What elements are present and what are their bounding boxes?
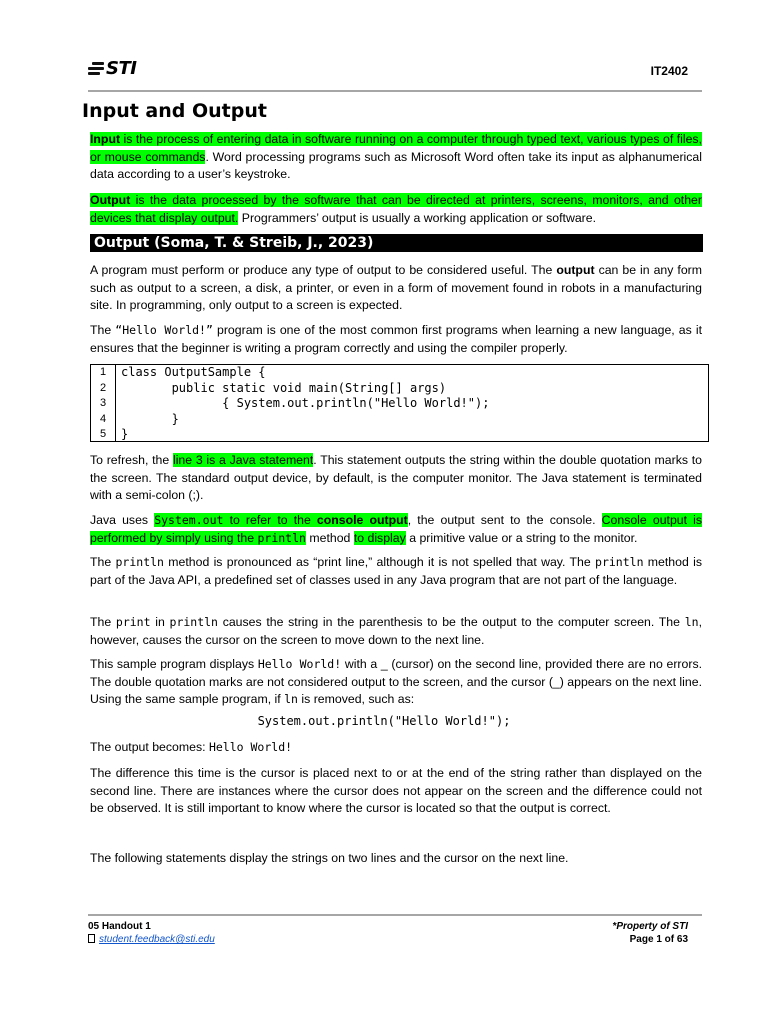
difference-paragraph: [90, 765, 702, 818]
line-number: 5: [99, 428, 107, 440]
text-span: , however, causes the cursor on the screen to move down to the next line.: [90, 615, 702, 647]
sti-logo: [88, 58, 136, 79]
following-statements-paragraph: [90, 850, 702, 868]
text-span: . This statement outputs the string within the double quotation marks to the screen. The standard output device, by default, is the computer monitor. The Java statement is terminated with a semi-colon (;).: [90, 453, 702, 502]
inline-code: println: [115, 555, 164, 569]
output-becomes-paragraph: [90, 739, 702, 757]
feedback-email-link[interactable]: student.feedback@sti.edu: [99, 934, 215, 945]
centered-code-line: System.out.println("Hello World!");: [257, 714, 511, 728]
output-intro-paragraph: [90, 262, 702, 315]
text-span: can be in any form such as output to a screen, a disk, a printer, or even in a form of movement found in robots in a manufacturing site. In programming, only output to a screen is expected.: [90, 263, 703, 312]
page-header: [88, 56, 702, 86]
line-number: 2: [99, 381, 107, 394]
input-hl-text: is the process of entering data in software running on a computer through typed text, various types of files, or mouse commands: [90, 132, 702, 164]
text-span: method is part of the Java API, a predefined set of classes used in any Java program that are not part of the language.: [90, 555, 702, 587]
text-span: in: [155, 615, 165, 629]
inline-code: System.out: [154, 513, 224, 527]
bold-term-output: output: [556, 263, 595, 277]
bold-term: console output: [316, 513, 408, 527]
footer-email-row: [88, 933, 215, 946]
inline-code: Hello World!: [208, 740, 293, 754]
inline-code: ln: [284, 692, 298, 706]
text-span: program is one of the most common first programs when learning a new language, as it ensures that the beginner is writing a program correctly and using the compiler properly.: [90, 323, 703, 355]
output-definition-highlight: Output is the data processed by the software that can be directed at printers, screens, monitors, and other devices that display output.: [90, 193, 702, 225]
mail-icon: [88, 934, 95, 943]
text-span: The: [90, 555, 112, 569]
footer-divider: [88, 914, 702, 916]
text-span: , the output sent to the console.: [407, 513, 596, 527]
section-heading-bar: [90, 234, 703, 252]
course-code: IT2402: [650, 64, 688, 78]
logo-text: STI: [106, 58, 137, 79]
code-line: { System.out.println("Hello World!");: [121, 396, 490, 410]
inline-code: Hello World!: [257, 657, 342, 671]
property-label: *Property of STI: [612, 921, 688, 932]
text-span: a primitive value or a string to the monitor.: [409, 530, 638, 545]
text-span: This sample program displays: [90, 657, 255, 671]
text-span: with a _ (cursor) on the second line, provided there are no errors. The double quotation marks are not considered output to the screen, and the cursor (_) appears on the next line. Using the same sample program, if: [90, 657, 703, 706]
code-line: }: [121, 411, 179, 426]
page-number: Page 1 of 63: [629, 934, 688, 945]
code-line: public static void main(String[] args): [121, 380, 447, 395]
handout-label: 05 Handout 1: [88, 921, 151, 932]
println-paragraph: [90, 554, 702, 589]
inline-code: println: [257, 530, 306, 545]
text-span: to refer to the: [229, 513, 311, 527]
line-number: 4: [99, 412, 107, 425]
output-definition-paragraph: [90, 192, 702, 227]
inline-code: ln: [684, 615, 699, 629]
text-span: is removed, such as:: [301, 692, 415, 706]
text-span: method: [309, 530, 351, 545]
text-span: The difference this time is the cursor is placed next to or at the end of the string rather than displayed on the second line. There are instances where the cursor does not appear on the screen and the difference could not be observed. It is still important to know where the cursor is located so that the output is correct.: [90, 766, 702, 815]
hello-world-paragraph: [90, 322, 702, 357]
line-number: 3: [99, 397, 107, 409]
highlight-text: line 3 is a Java statement: [172, 453, 314, 467]
text-span: method is pronounced as “print line,” although it is not spelled that way. The: [168, 555, 591, 569]
input-definition-highlight: Input is the process of entering data in software running on a computer through typed text, various types of files, or mouse commands: [90, 132, 702, 164]
input-rest-text: . Word processing programs such as Microsoft Word often take its input as alphanumerical data according to a user’s keystroke.: [90, 149, 702, 181]
section-heading: Output (Soma, T. & Streib, J., 2023): [94, 235, 374, 251]
code-line-numbers: [91, 365, 116, 441]
text-span: Java uses: [90, 513, 149, 527]
text-span: Console output is performed by simply using the: [90, 513, 703, 545]
text-span: A program must perform or produce any type of output to be considered useful. The: [90, 263, 553, 277]
header-divider: [88, 90, 702, 92]
output-rest-text: Programmers’ output is usually a working application or software.: [238, 210, 597, 225]
text-span: The following statements display the strings on two lines and the cursor on the next line.: [90, 851, 569, 865]
cursor-paragraph: [90, 656, 702, 709]
java-statement-paragraph: [90, 452, 702, 505]
footer-left: [88, 920, 215, 946]
text-span: The: [90, 323, 112, 337]
footer-right: [612, 920, 688, 946]
inline-code: println: [595, 555, 644, 569]
code-line: }: [121, 427, 129, 441]
text-span: To refresh, the: [90, 453, 170, 467]
inline-code: println: [169, 615, 218, 629]
text-span: The output becomes:: [90, 740, 206, 754]
inline-code: “Hello World!”: [115, 323, 213, 337]
code-line: class OutputSample {: [121, 365, 266, 379]
line-number: 1: [99, 366, 107, 378]
system-out-paragraph: [90, 512, 702, 547]
highlight-text: [154, 513, 408, 527]
text-span: causes the string in the parenthesis to be the output to the computer screen. The: [222, 615, 680, 629]
print-ln-paragraph: [90, 614, 702, 649]
page-title: Input and Output: [82, 100, 267, 122]
inline-code: print: [115, 615, 151, 629]
sti-logo-icon: [88, 61, 104, 77]
highlight-text: to display: [353, 530, 406, 545]
code-lines: [121, 365, 489, 443]
text-span: The: [90, 615, 112, 629]
input-definition-paragraph: [90, 131, 702, 184]
code-block: [90, 364, 709, 442]
